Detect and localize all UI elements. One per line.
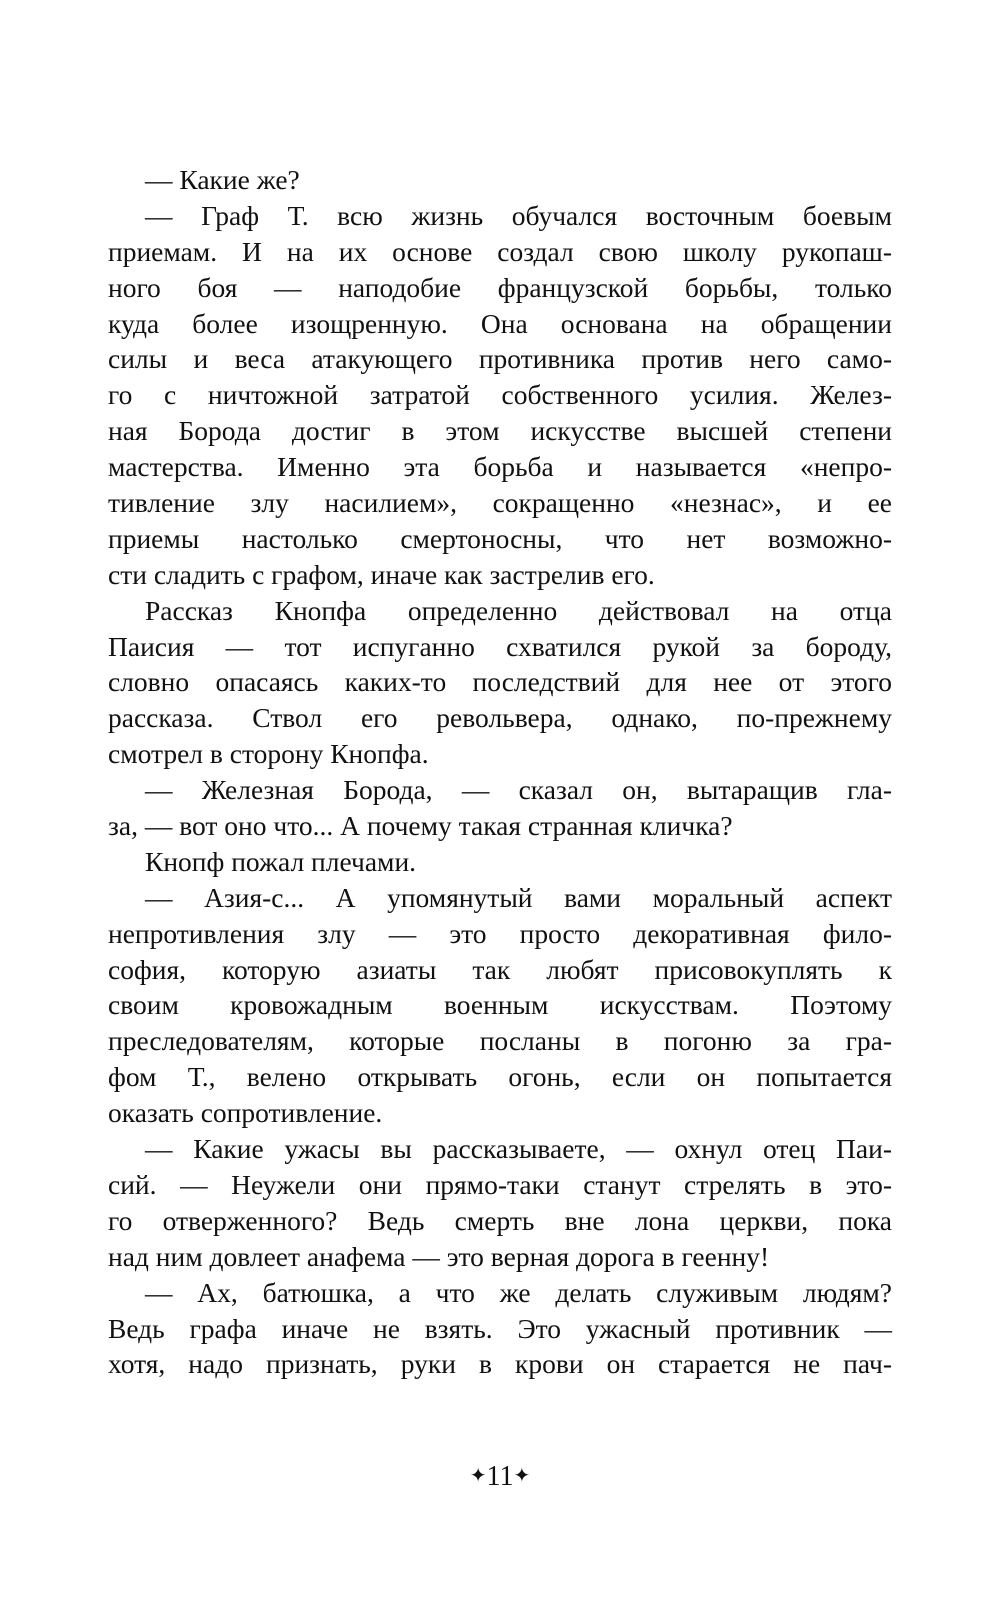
text-line: — Какие ужасы вы рассказываете, — охнул отец Паи- <box>145 1133 892 1165</box>
text-line: го отверженного? Ведь смерть вне лона церкви, пока <box>108 1204 892 1236</box>
text-line: мастерства. Именно эта борьба и называется «непро- <box>108 451 892 483</box>
text-line: го с ничтожной затратой собственного усилия. Желез- <box>108 379 892 411</box>
text-line: над ним довлеет анафема — это верная дорога в геенну! <box>108 1240 770 1272</box>
text-line: приемы настолько смертоносны, что нет возможно- <box>108 522 892 554</box>
text-line: приемам. И на их основе создал свою школу рукопаш- <box>108 235 892 267</box>
text-line: словно опасаясь каких-то последствий для нее от этого <box>108 666 892 698</box>
text-line: ного боя — наподобие французской борьбы, только <box>108 271 892 303</box>
text-line: смотрел в сторону Кнопфа. <box>108 738 429 770</box>
text-line: — Граф Т. всю жизнь обучался восточным боевым <box>145 199 892 231</box>
text-line: куда более изощренную. Она основана на обращении <box>108 307 892 339</box>
text-line: преследователям, которые посланы в погоню за гра- <box>108 1025 892 1057</box>
text-line: оказать сопротивление. <box>108 1097 383 1129</box>
text-line: — Азия-с... А упомянутый вами моральный аспект <box>145 881 892 913</box>
text-line: сти сладить с графом, иначе как застрелив его. <box>108 558 655 590</box>
text-line: ная Борода достиг в этом искусстве высшей степени <box>108 415 892 447</box>
page-number-value: 11 <box>486 1461 514 1492</box>
text-line: рассказа. Ствол его револьвера, однако, по-прежнему <box>108 702 892 734</box>
text-line: Ведь графа иначе не взять. Это ужасный противник — <box>108 1312 892 1344</box>
text-line: хотя, надо признать, руки в крови он старается не пач- <box>108 1348 892 1380</box>
text-line: софия, которую азиаты так любят присовокуплять к <box>108 953 892 985</box>
star-ornament-icon: ✦ <box>469 1465 487 1487</box>
text-line: за, — вот оно что... А почему такая странная кличка? <box>108 810 733 842</box>
text-line: тивление злу насилием», сокращенно «незнас», и ее <box>108 487 892 519</box>
text-line: Паисия — тот испуганно схватился рукой за бороду, <box>108 630 892 662</box>
text-line: силы и веса атакующего противника против него само- <box>108 343 892 375</box>
text-line: своим кровожадным военным искусствам. Поэтому <box>108 989 892 1021</box>
text-line: непротивления злу — это просто декоративная фило- <box>108 917 892 949</box>
text-line: фом Т., велено открывать огонь, если он попытается <box>108 1061 892 1093</box>
text-line: Кнопф пожал плечами. <box>145 845 417 877</box>
text-line: — Ах, батюшка, а что же делать служивым людям? <box>145 1276 892 1308</box>
text-line: Рассказ Кнопфа определенно действовал на отца <box>145 594 892 626</box>
page-body-text <box>108 162 892 1382</box>
text-line: — Какие же? <box>145 164 300 195</box>
star-ornament-icon: ✦ <box>513 1465 531 1487</box>
text-line: сий. — Неужели они прямо-таки станут стрелять в это- <box>108 1168 892 1200</box>
text-line: — Железная Борода, — сказал он, вытаращив гла- <box>145 774 892 806</box>
page-number <box>0 1458 1000 1495</box>
